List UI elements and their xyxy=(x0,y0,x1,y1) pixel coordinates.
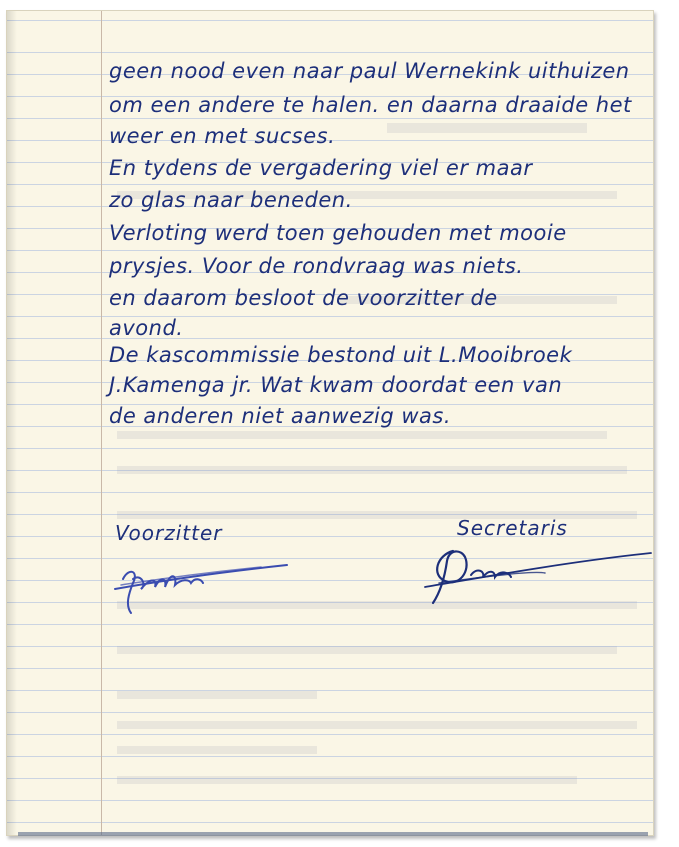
page-bottom-edge xyxy=(18,832,648,836)
handwritten-line: weer en met sucses. xyxy=(109,124,336,148)
handwritten-line: prysjes. Voor de rondvraag was niets. xyxy=(109,254,524,278)
chairman-signature xyxy=(111,549,301,619)
handwritten-line: J.Kamenga jr. Wat kwam doordat een van xyxy=(109,373,563,397)
handwritten-line: avond. xyxy=(109,316,184,340)
secretary-signature xyxy=(415,531,654,611)
handwritten-line: de anderen niet aanwezig was. xyxy=(109,404,452,428)
handwritten-line: De kascommissie bestond uit L.Mooibroek xyxy=(109,343,573,367)
notebook-page xyxy=(6,10,654,836)
handwritten-line: geen nood even naar paul Wernekink uithuizen xyxy=(109,59,630,83)
handwritten-line: en daarom besloot de voorzitter de xyxy=(109,286,498,310)
handwritten-line: En tydens de vergadering viel er maar xyxy=(109,156,533,180)
secretary-label: Secretaris xyxy=(457,516,568,540)
chairman-label: Voorzitter xyxy=(115,521,223,545)
margin-line xyxy=(101,11,102,835)
handwritten-line: Verloting werd toen gehouden met mooie xyxy=(109,221,567,245)
handwritten-line: om een andere te halen. en daarna draaide het xyxy=(109,93,632,117)
binding-shadow xyxy=(7,11,17,835)
handwritten-line: zo glas naar beneden. xyxy=(109,188,353,212)
